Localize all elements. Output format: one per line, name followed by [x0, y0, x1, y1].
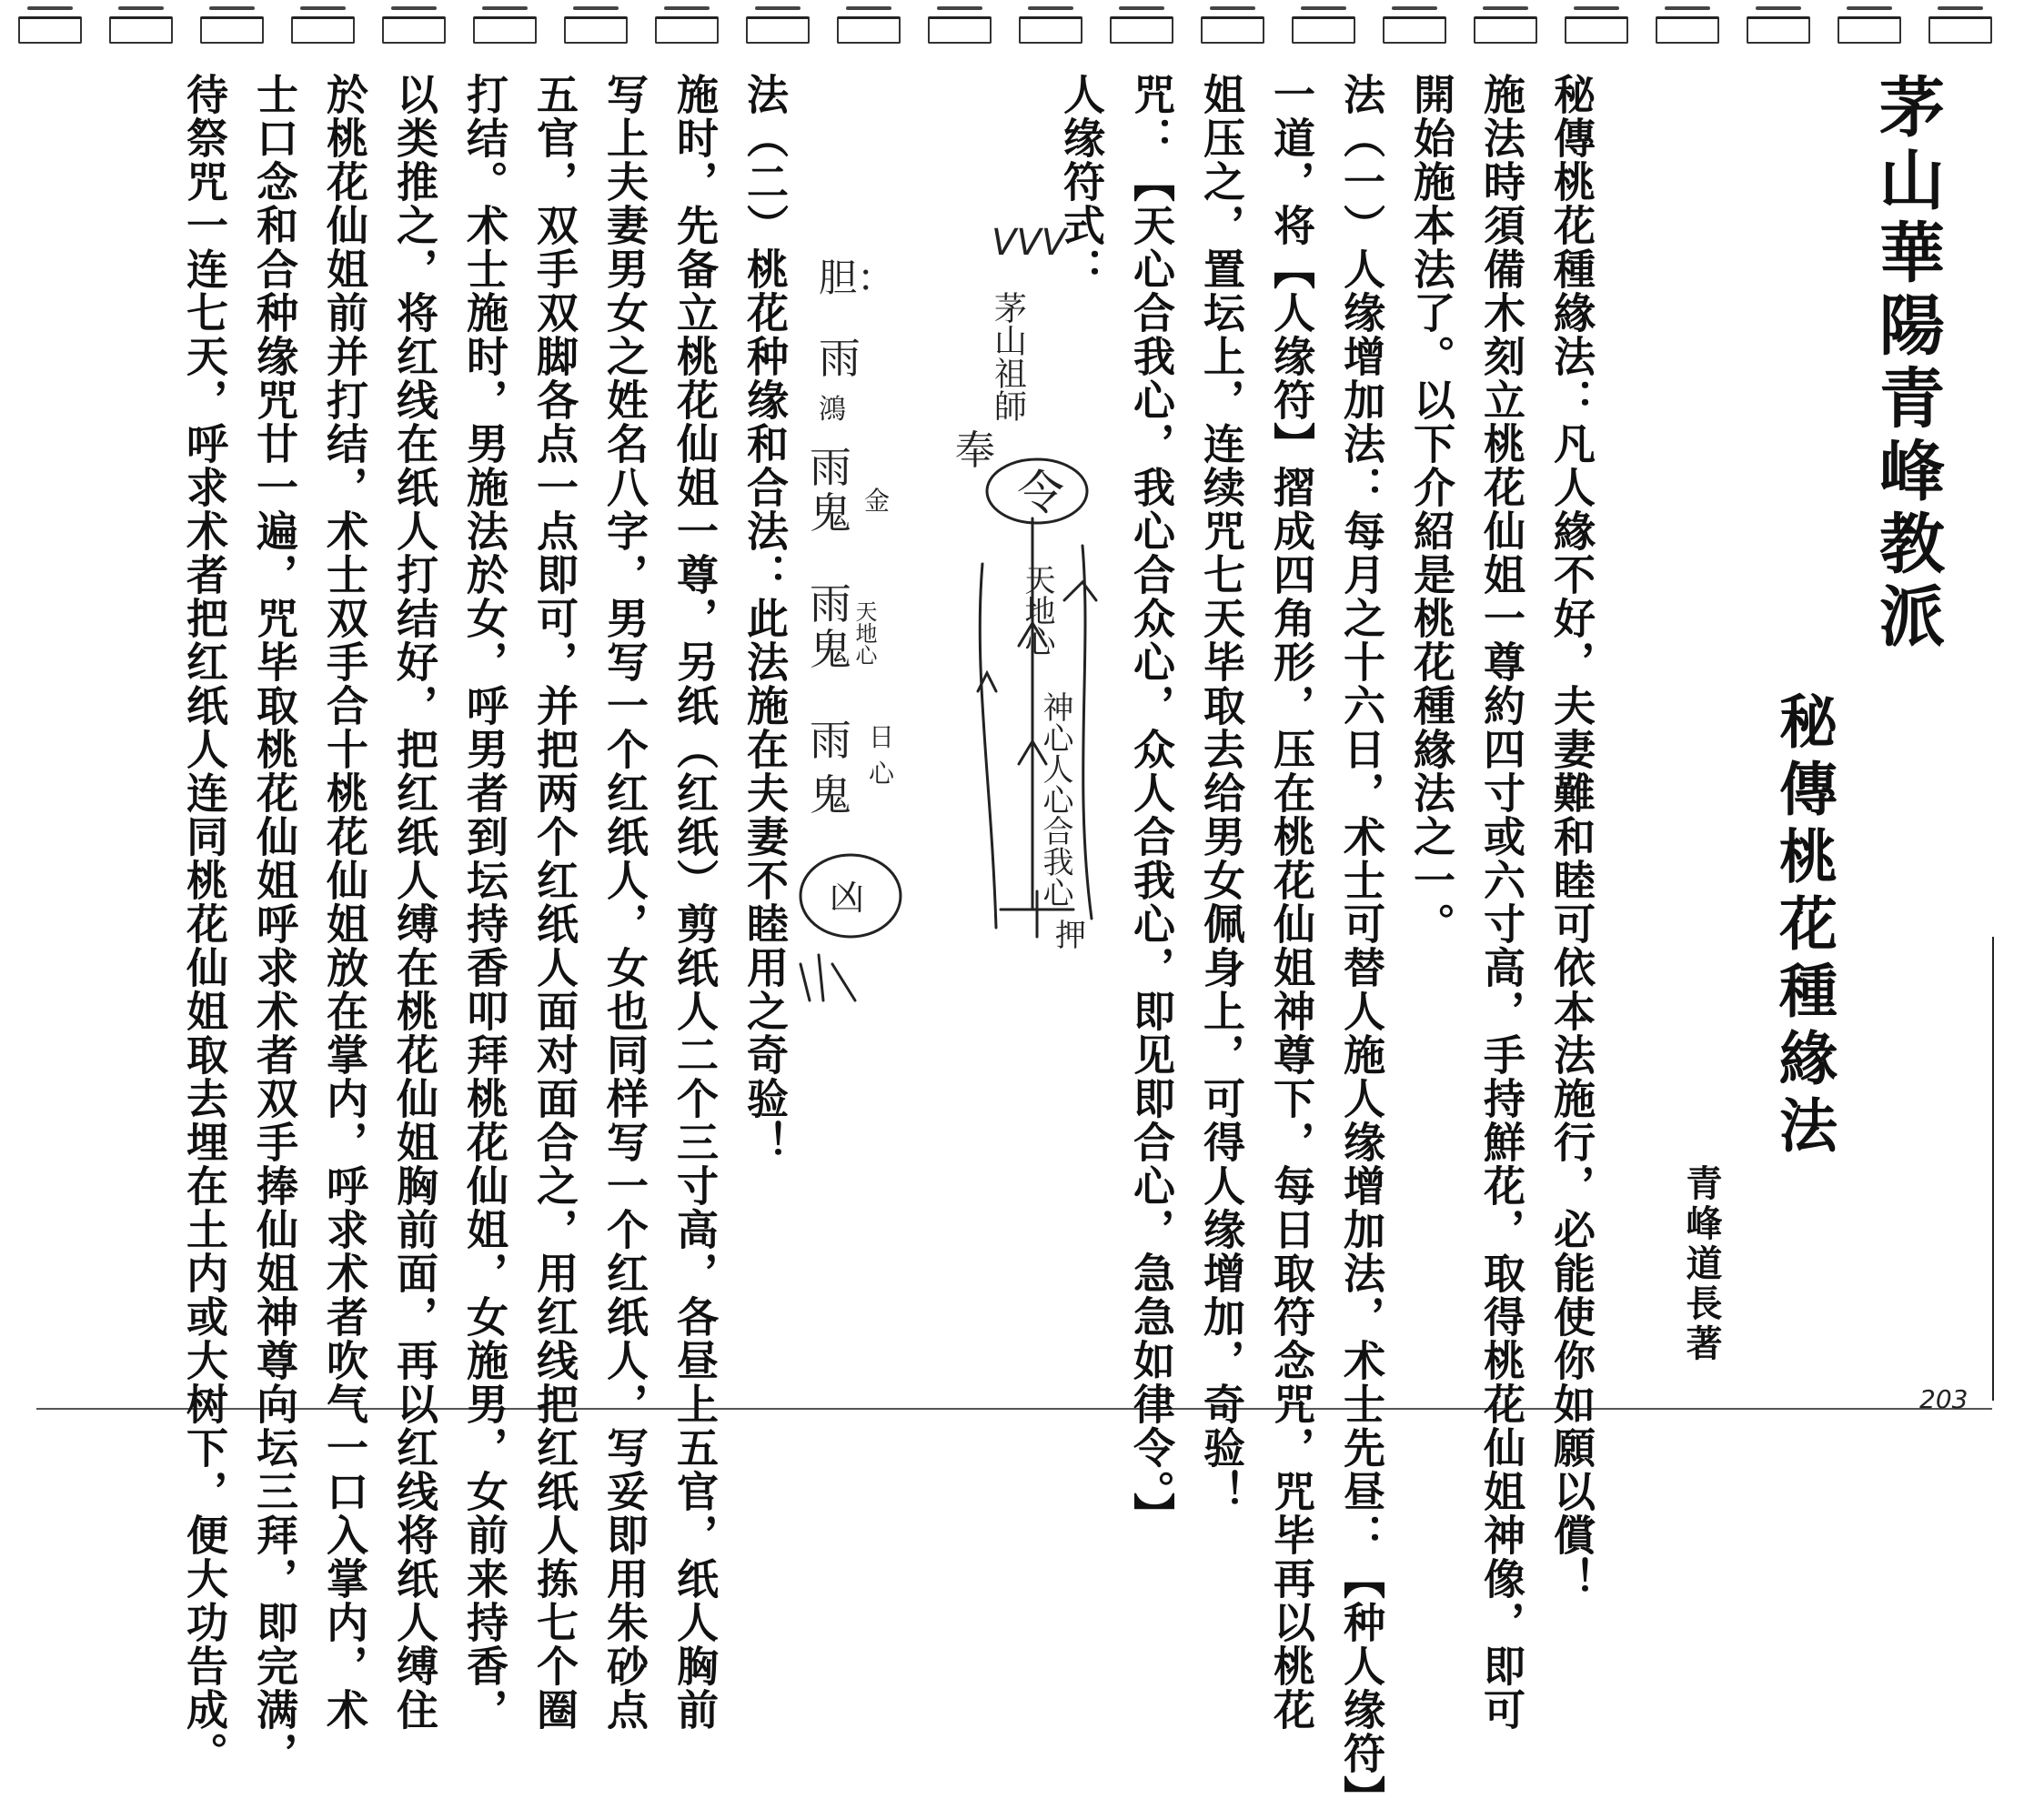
talisman-chars: 令	[1017, 467, 1065, 521]
talisman-label: 胆：	[819, 256, 896, 300]
talisman-hehe	[782, 236, 919, 1019]
perforation-hole	[1110, 16, 1173, 44]
talisman-chars: 金	[864, 486, 891, 516]
body-column: 打结。术士施时，男施法於女，呼男者到坛持香叩拜桃花仙姐，女施男，女前来持香，	[460, 73, 509, 1732]
body-column: 於桃花仙姐前并打结，术士双手合十桃花仙姐放在掌内，呼求术者吹气一口入掌内，术	[320, 73, 369, 1732]
talisman-chars: 心	[869, 759, 895, 789]
perforation-hole	[1838, 16, 1901, 44]
talisman-chars: 雨	[810, 716, 851, 765]
talisman-chars: 雨	[810, 579, 851, 628]
body-column: 五官，双手双脚各点一点即可，并把两个红纸人面对面合之，用红线把红纸人拣七个圈	[530, 73, 579, 1732]
perforation-hole	[18, 16, 82, 44]
talisman-chars: 鬼	[810, 488, 851, 538]
talisman-chars: 天地心	[1019, 564, 1055, 657]
talisman-chars: 雨	[810, 443, 851, 492]
perforation-hole	[1019, 16, 1082, 44]
body-column: 士口念和合种缘咒廿一遍，咒毕取桃花仙姐呼求术者双手捧仙姐神尊向坛三拜，即完满，	[250, 73, 299, 1775]
page-edge-rule	[1992, 937, 1994, 1401]
author-line: 青峰道長著	[1680, 1164, 1723, 1364]
talisman-chars: 茅山祖師	[989, 291, 1027, 422]
body-column: 法（二）桃花种缘和合法：此法施在夫妻不睦用之奇验！	[740, 73, 790, 1164]
talisman-top-marks: VVV	[992, 222, 1067, 264]
perforation-strip	[0, 0, 2044, 64]
perforation-hole	[1201, 16, 1264, 44]
page-title: 茅山華陽青峰教派	[1868, 73, 1946, 655]
perforation-hole	[1474, 16, 1537, 44]
talisman-chars: 凶	[830, 878, 865, 918]
talisman-chars: 神心人心合我心	[1037, 691, 1073, 908]
perforation-hole	[1656, 16, 1719, 44]
talisman-renyuan	[946, 218, 1128, 964]
body-column: 姐压之，置坛上，连续咒七天毕取去给男女佩身上，可得人缘增加，奇验！	[1197, 73, 1246, 1513]
perforation-hole	[1928, 16, 1992, 44]
perforation-hole	[746, 16, 810, 44]
body-column: 以类推之，将红线在纸人打结好，把红纸人缚在桃花仙姐胸前面，再以红线将纸人缚住	[390, 73, 439, 1732]
talisman-chars: 奉	[955, 427, 995, 474]
talisman-chars: 鬼	[810, 625, 851, 674]
perforation-hole	[109, 16, 173, 44]
perforation-hole	[1292, 16, 1355, 44]
perforation-hole	[1565, 16, 1628, 44]
body-column: 咒：【天心合我心，我心合众心，众人合我心，即见即合心，急急如律令。】	[1127, 73, 1176, 1536]
perforation-hole	[1747, 16, 1810, 44]
perforation-hole	[382, 16, 446, 44]
body-column: 開始施本法了。以下介紹是桃花種緣法之一。	[1407, 73, 1456, 946]
body-column: 秘傳桃花種緣法：凡人緣不好，夫妻難和睦可依本法施行，必能使你如願以償！	[1547, 73, 1596, 1601]
body-column: 人缘符式：	[1057, 73, 1106, 291]
body-column: 施时，先备立桃花仙姐一尊，另纸（红纸）剪纸人二个三寸高，各昼上五官，纸人胸前	[670, 73, 720, 1732]
body-column: 写上夫妻男女之姓名八字，男写一个红纸人，女也同样写一个红纸人，写妥即用朱砂点	[600, 73, 649, 1732]
body-column: 施法時須備木刻立桃花仙姐一尊約四寸或六寸高，手持鮮花，取得桃花仙姐神像，即可	[1477, 73, 1526, 1732]
perforation-hole	[837, 16, 901, 44]
section-title: 秘傳桃花種緣法	[1769, 691, 1838, 1162]
talisman-chars: 鴻	[819, 394, 846, 426]
perforation-hole	[655, 16, 719, 44]
perforation-hole	[291, 16, 355, 44]
talisman-chars: 鬼	[810, 770, 851, 819]
talisman-chars: 雨	[819, 334, 861, 383]
body-column: 法（一）人缘增加法：每月之十六日，术士可替人施人缘增加法，术士先昼：【种人缘符】	[1337, 73, 1386, 1819]
talisman-chars: 押	[1055, 918, 1086, 954]
talisman-chars: 日	[869, 722, 895, 752]
page-number: 203	[1919, 1384, 1968, 1414]
perforation-hole	[473, 16, 537, 44]
body-column: 待祭咒一连七天，呼求术者把红纸人连同桃花仙姐取去埋在土内或大树下，便大功告成。	[180, 73, 229, 1775]
body-column: 一道，将【人缘符】摺成四角形，压在桃花仙姐神尊下，每日取符念咒，咒毕再以桃花	[1267, 73, 1316, 1732]
perforation-hole	[1383, 16, 1446, 44]
perforation-hole	[200, 16, 264, 44]
talisman-chars: 天地心	[851, 600, 877, 666]
perforation-hole	[928, 16, 992, 44]
perforation-hole	[564, 16, 628, 44]
